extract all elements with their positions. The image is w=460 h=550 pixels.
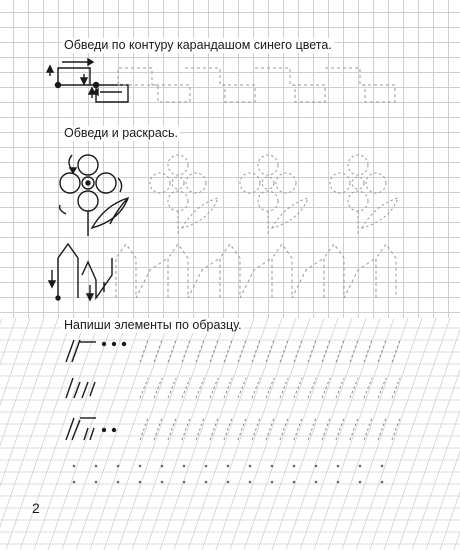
task-1-title: Обведи по контуру карандашом синего цвета. bbox=[64, 38, 332, 52]
task-3-title: Напиши элементы по образцу. bbox=[64, 318, 242, 332]
writing-samples bbox=[66, 340, 126, 440]
practice-dashes bbox=[140, 340, 400, 440]
practice-dots bbox=[73, 465, 384, 484]
page-number: 2 bbox=[32, 500, 40, 516]
task-2-title: Обведи и раскрась. bbox=[64, 126, 179, 140]
